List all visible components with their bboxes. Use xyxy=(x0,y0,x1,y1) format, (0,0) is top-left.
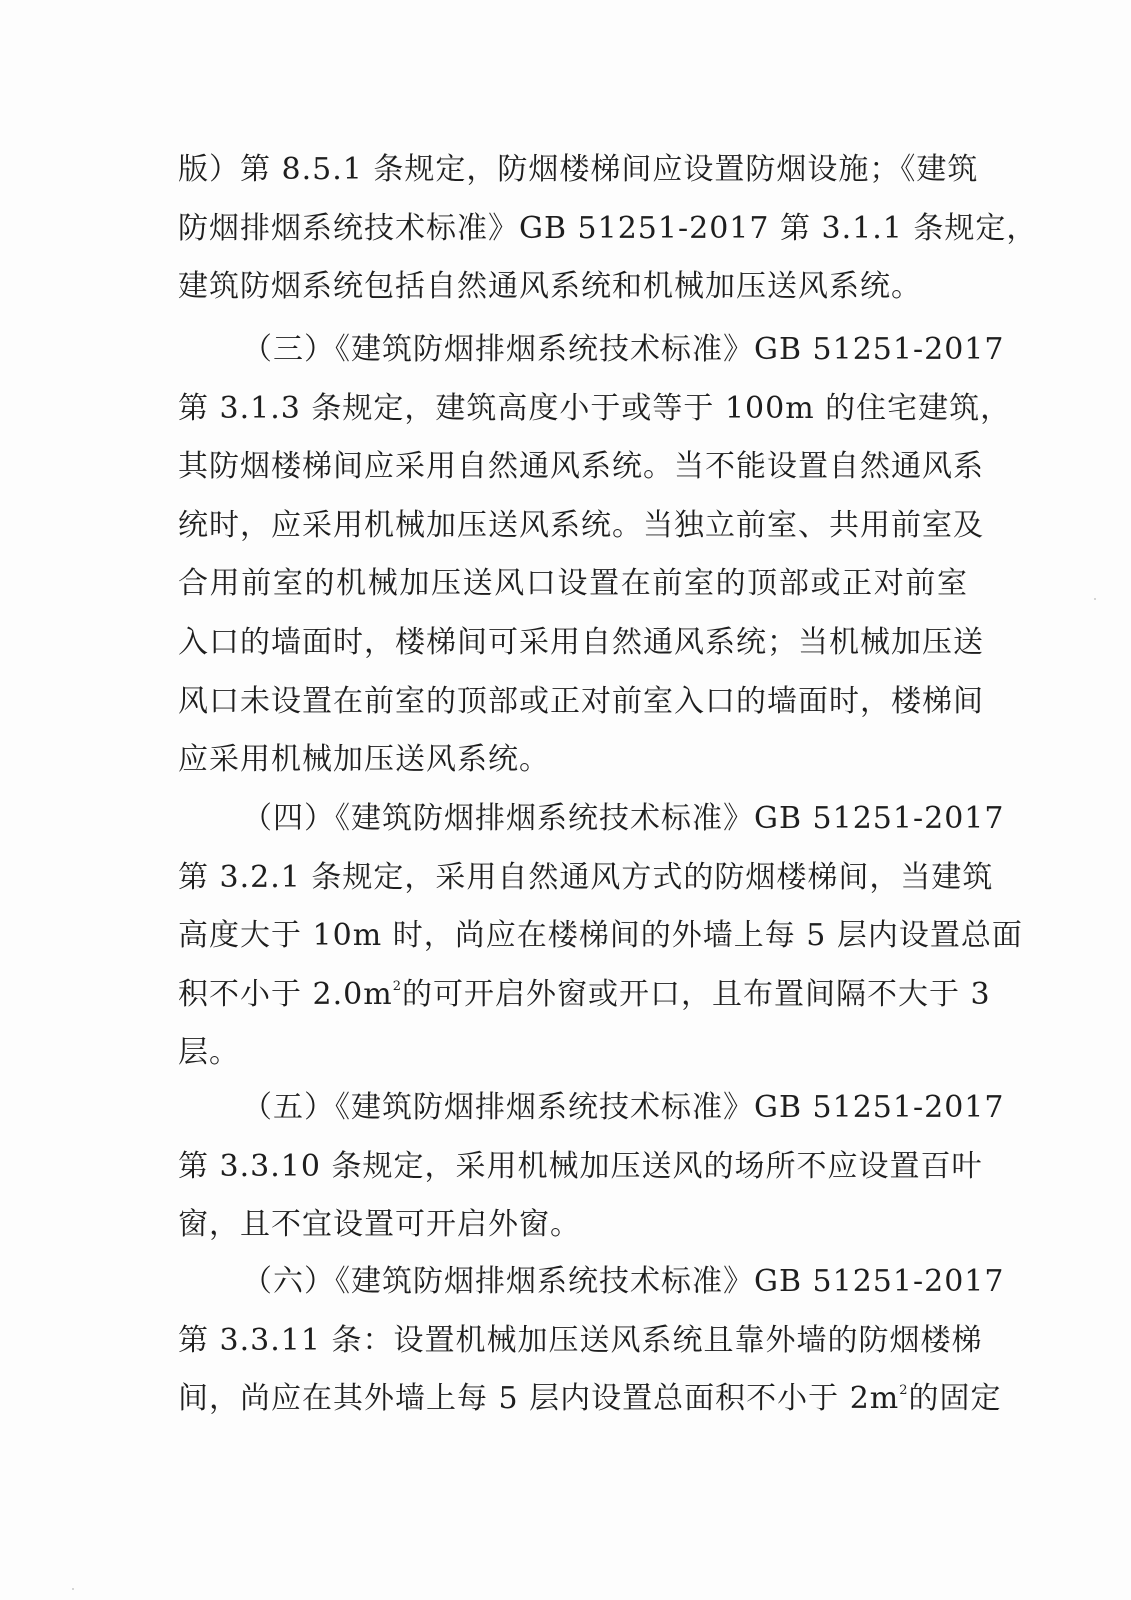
text-line: 入口的墙面时，楼梯间可采用自然通风系统；当机械加压送 xyxy=(178,624,984,660)
text-segment: 的固定 xyxy=(908,1381,1002,1417)
text-line: 第 3.3.11 条：设置机械加压送风系统且靠外墙的防烟楼梯 xyxy=(178,1322,983,1358)
text-line: 建筑防烟系统包括自然通风系统和机械加压送风系统。 xyxy=(178,269,922,305)
text-line: 防烟排烟系统技术标准》GB 51251-2017 第 3.1.1 条规定， xyxy=(178,210,1038,246)
text-segment: 积不小于 2.0m xyxy=(178,976,393,1012)
text-line: 第 3.2.1 条规定，采用自然通风方式的防烟楼梯间，当建筑 xyxy=(178,859,994,895)
text-line: 应采用机械加压送风系统。 xyxy=(178,742,550,778)
paragraph-section-6 xyxy=(178,1253,1005,1429)
text-line: （四）《建筑防烟排烟系统技术标准》GB 51251-2017 xyxy=(242,801,1005,836)
text-line: （五）《建筑防烟排烟系统技术标准》GB 51251-2017 xyxy=(242,1090,1005,1125)
text-line: （三）《建筑防烟排烟系统技术标准》GB 51251-2017 xyxy=(242,332,1005,367)
paragraph-section-3 xyxy=(178,321,1012,790)
text-line: 统时，应采用机械加压送风系统。当独立前室、共用前室及 xyxy=(178,507,984,543)
text-segment: 间，尚应在其外墙上每 5 层内设置总面积不小于 2m xyxy=(178,1381,900,1417)
text-line: 风口未设置在前室的顶部或正对前室入口的墙面时，楼梯间 xyxy=(178,683,984,719)
text-line: （六）《建筑防烟排烟系统技术标准》GB 51251-2017 xyxy=(242,1264,1005,1299)
text-line xyxy=(178,1370,1002,1429)
text-segment: 的可开启外窗或开口，且布置间隔不大于 3 xyxy=(401,976,991,1012)
superscript-square: 2 xyxy=(899,1383,909,1399)
text-line: 第 3.3.10 条规定，采用机械加压送风的场所不应设置百叶 xyxy=(178,1148,983,1184)
paragraph-section-5 xyxy=(178,1079,1005,1255)
scan-speck xyxy=(1094,598,1096,600)
text-line: 合用前室的机械加压送风口设置在前室的顶部或正对前室 xyxy=(178,566,968,602)
text-line: 第 3.1.3 条规定，建筑高度小于或等于 100m 的住宅建筑， xyxy=(178,390,1012,426)
paragraph-section-4 xyxy=(178,790,1023,1083)
text-line: 高度大于 10m 时，尚应在楼梯间的外墙上每 5 层内设置总面 xyxy=(178,918,1023,954)
text-line: 层。 xyxy=(178,1035,240,1071)
superscript-square: 2 xyxy=(392,978,402,994)
text-line: 其防烟楼梯间应采用自然通风系统。当不能设置自然通风系 xyxy=(178,449,984,485)
text-line xyxy=(178,966,991,1025)
scan-speck xyxy=(72,1588,74,1590)
text-line: 版）第 8.5.1 条规定，防烟楼梯间应设置防烟设施；《建筑 xyxy=(178,152,979,187)
text-line: 窗，且不宜设置可开启外窗。 xyxy=(178,1207,581,1243)
paragraph-continuation xyxy=(178,141,1038,317)
